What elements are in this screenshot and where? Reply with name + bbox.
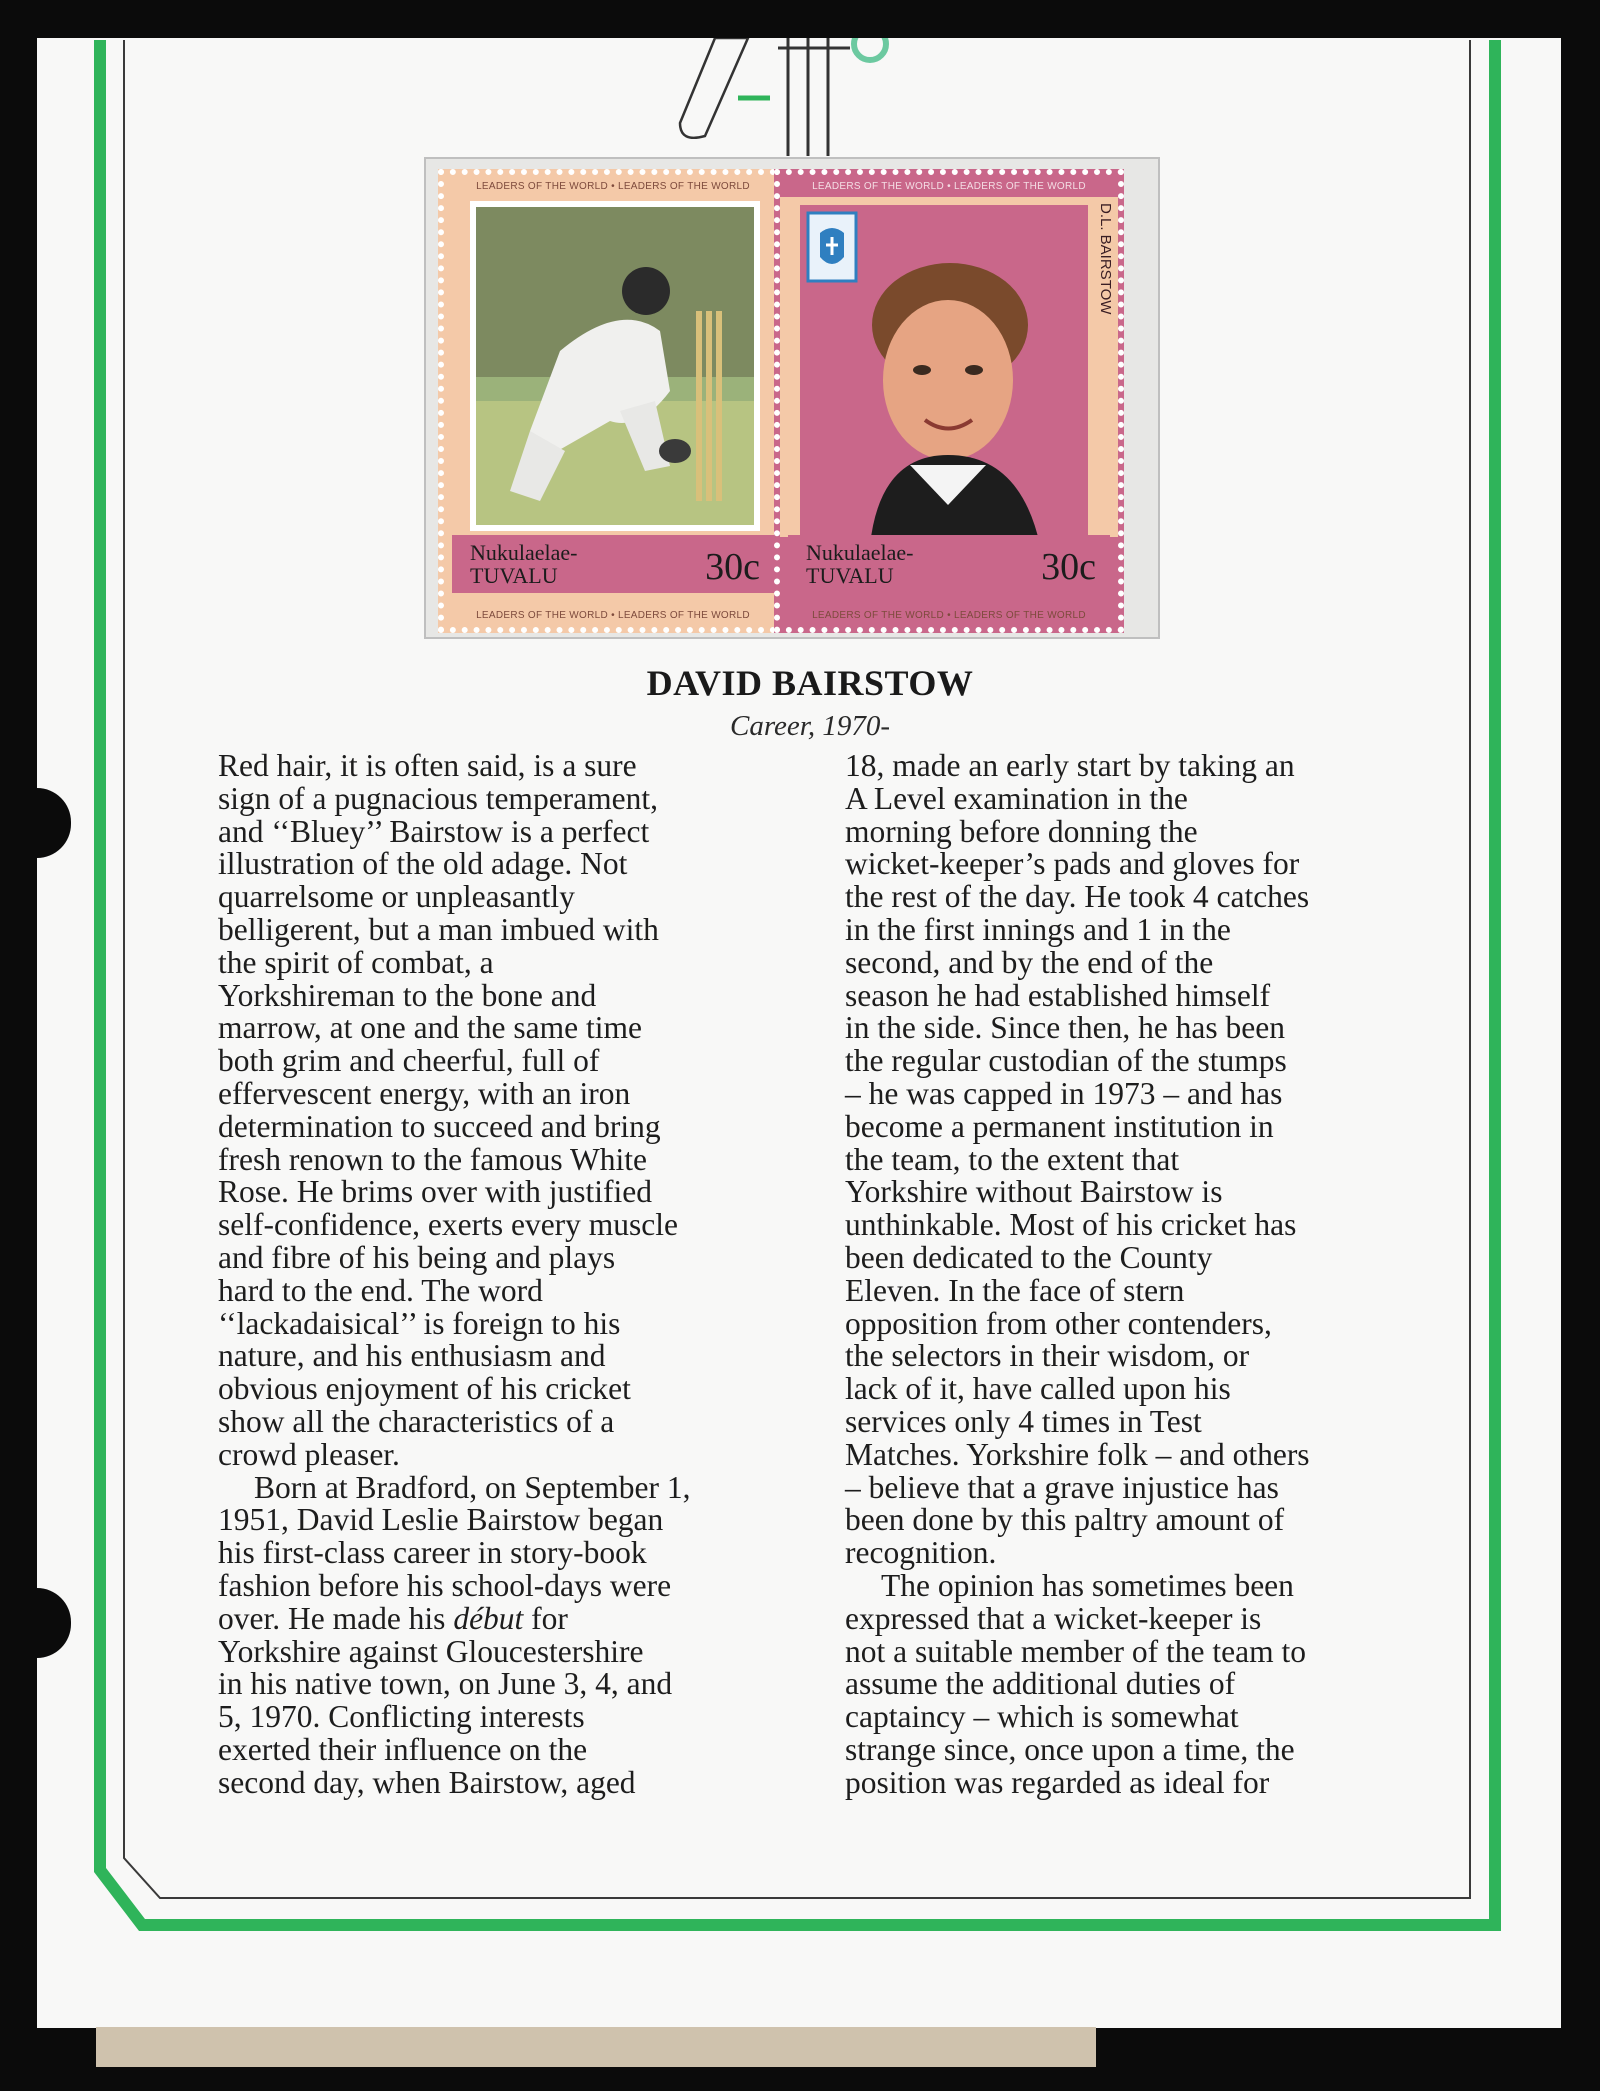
text-line: opposition from other contenders, (845, 1305, 1272, 1341)
text-line: Yorkshire against Gloucestershire (218, 1633, 644, 1669)
text-line: – he was capped in 1973 – and has (845, 1075, 1283, 1111)
text-line: self-confidence, exerts every muscle (218, 1207, 679, 1243)
stamp-band-bottom: LEADERS OF THE WORLD • LEADERS OF THE WORLD (476, 610, 750, 621)
text-line: the selectors in their wisdom, or (845, 1338, 1250, 1374)
stamp-mount (424, 157, 1160, 639)
text-line: crowd pleaser. (218, 1436, 400, 1472)
text-line: season he had established himself (845, 977, 1271, 1013)
text-line: A Level examination in the (845, 780, 1188, 816)
text-line: recognition. (845, 1535, 997, 1571)
text-line: 5, 1970. Conflicting interests (218, 1699, 585, 1735)
issuer-line-2: TUVALU (470, 563, 558, 588)
text-line: second, and by the end of the (845, 944, 1214, 980)
portrait-image (800, 205, 1088, 545)
text-line: assume the additional duties of (845, 1666, 1236, 1702)
text-column-right (845, 750, 1415, 1800)
stamp-value: 30c (1041, 546, 1096, 588)
text-line: nature, and his enthusiasm and (218, 1338, 606, 1374)
text-line: illustration of the old adage. Not (218, 846, 628, 882)
text-line: morning before donning the (845, 813, 1198, 849)
stamp-band-top: LEADERS OF THE WORLD • LEADERS OF THE WORLD (476, 181, 750, 192)
text-line: Rose. He brims over with justified (218, 1174, 652, 1210)
issuer-line-2: TUVALU (806, 563, 894, 588)
text-line: position was regarded as ideal for (845, 1764, 1270, 1800)
text-line: exerted their influence on the (218, 1731, 588, 1767)
text-line: effervescent energy, with an iron (218, 1075, 631, 1111)
page-title: DAVID BAIRSTOW (646, 663, 974, 703)
stamp-value: 30c (705, 546, 760, 588)
stamp-band-top: LEADERS OF THE WORLD • LEADERS OF THE WORLD (812, 181, 1086, 192)
text-line: not a suitable member of the team to (845, 1633, 1306, 1669)
text-line: marrow, at one and the same time (218, 1010, 642, 1046)
text-line: determination to succeed and bring (218, 1108, 661, 1144)
issuer-line-1: Nukulaelae- (470, 540, 578, 565)
text-line: Born at Bradford, on September 1, (254, 1469, 691, 1505)
stamp-issuer (470, 541, 630, 587)
text-line: in the side. Since then, he has been (845, 1010, 1286, 1046)
player-name-vertical: D.L. BAIRSTOW (1097, 203, 1114, 315)
text-line: expressed that a wicket-keeper is (845, 1600, 1262, 1636)
text-line: the rest of the day. He took 4 catches (845, 879, 1310, 915)
text-line: – believe that a grave injustice has (845, 1469, 1279, 1505)
text-line: the spirit of combat, a (218, 944, 494, 980)
text-line: 18, made an early start by taking an (845, 748, 1295, 783)
text-line: obvious enjoyment of his cricket (218, 1371, 631, 1407)
text-line: strange since, once upon a time, the (845, 1731, 1295, 1767)
text-line: Red hair, it is often said, is a sure (218, 748, 637, 783)
text-line: wicket-keeper’s pads and gloves for (845, 846, 1300, 882)
text-line: been done by this paltry amount of (845, 1502, 1285, 1538)
text-line: fresh renown to the famous White (218, 1141, 647, 1177)
text-line: lack of it, have called upon his (845, 1371, 1231, 1407)
stamp-name-bar (452, 535, 774, 593)
text-line: hard to the end. The word (218, 1272, 543, 1308)
text-line: been dedicated to the County (845, 1239, 1213, 1275)
text-line: in the first innings and 1 in the (845, 911, 1231, 947)
text-line: quarrelsome or unpleasantly (218, 879, 575, 915)
text-line: in his native town, on June 3, 4, and (218, 1666, 673, 1702)
text-line: over. He made his début for (218, 1600, 568, 1636)
text-line: belligerent, but a man imbued with (218, 911, 659, 947)
stamp-portrait (774, 169, 1124, 633)
text-line: his first-class career in story-book (218, 1535, 647, 1571)
text-line: The opinion has sometimes been (881, 1567, 1294, 1603)
text-line: the team, to the extent that (845, 1141, 1180, 1177)
stamp-wicketkeeper (438, 169, 788, 633)
text-line: fashion before his school-days were (218, 1567, 672, 1603)
text-line: ‘‘lackadaisical’’ is foreign to his (218, 1305, 621, 1341)
wicketkeeper-image (470, 201, 760, 531)
text-line: sign of a pugnacious temperament, (218, 780, 659, 816)
text-column-left (218, 750, 798, 1800)
text-line: unthinkable. Most of his cricket has (845, 1207, 1297, 1243)
text-line: captaincy – which is somewhat (845, 1699, 1239, 1735)
stamp-issuer (806, 541, 966, 587)
text-line: Yorkshire without Bairstow is (845, 1174, 1223, 1210)
text-line: Eleven. In the face of stern (845, 1272, 1185, 1308)
text-line: 1951, David Leslie Bairstow began (218, 1502, 664, 1538)
stamp-band-bottom: LEADERS OF THE WORLD • LEADERS OF THE WORLD (812, 610, 1086, 621)
page-subtitle: Career, 1970- (729, 710, 891, 742)
text-line: the regular custodian of the stumps (845, 1043, 1287, 1079)
text-line: Matches. Yorkshire folk – and others (845, 1436, 1310, 1472)
cricket-emblem-icon (670, 38, 900, 156)
text-line: services only 4 times in Test (845, 1403, 1202, 1439)
text-line: both grim and cheerful, full of (218, 1043, 600, 1079)
stamp-name-bar (788, 535, 1110, 593)
issuer-line-1: Nukulaelae- (806, 540, 914, 565)
page-edge (96, 2027, 1096, 2067)
text-line: and fibre of his being and plays (218, 1239, 616, 1275)
text-line: and ‘‘Bluey’’ Bairstow is a perfect (218, 813, 650, 849)
text-line: second day, when Bairstow, aged (218, 1764, 636, 1800)
text-line: Yorkshireman to the bone and (218, 977, 597, 1013)
text-line: show all the characteristics of a (218, 1403, 615, 1439)
text-line: become a permanent institution in (845, 1108, 1274, 1144)
